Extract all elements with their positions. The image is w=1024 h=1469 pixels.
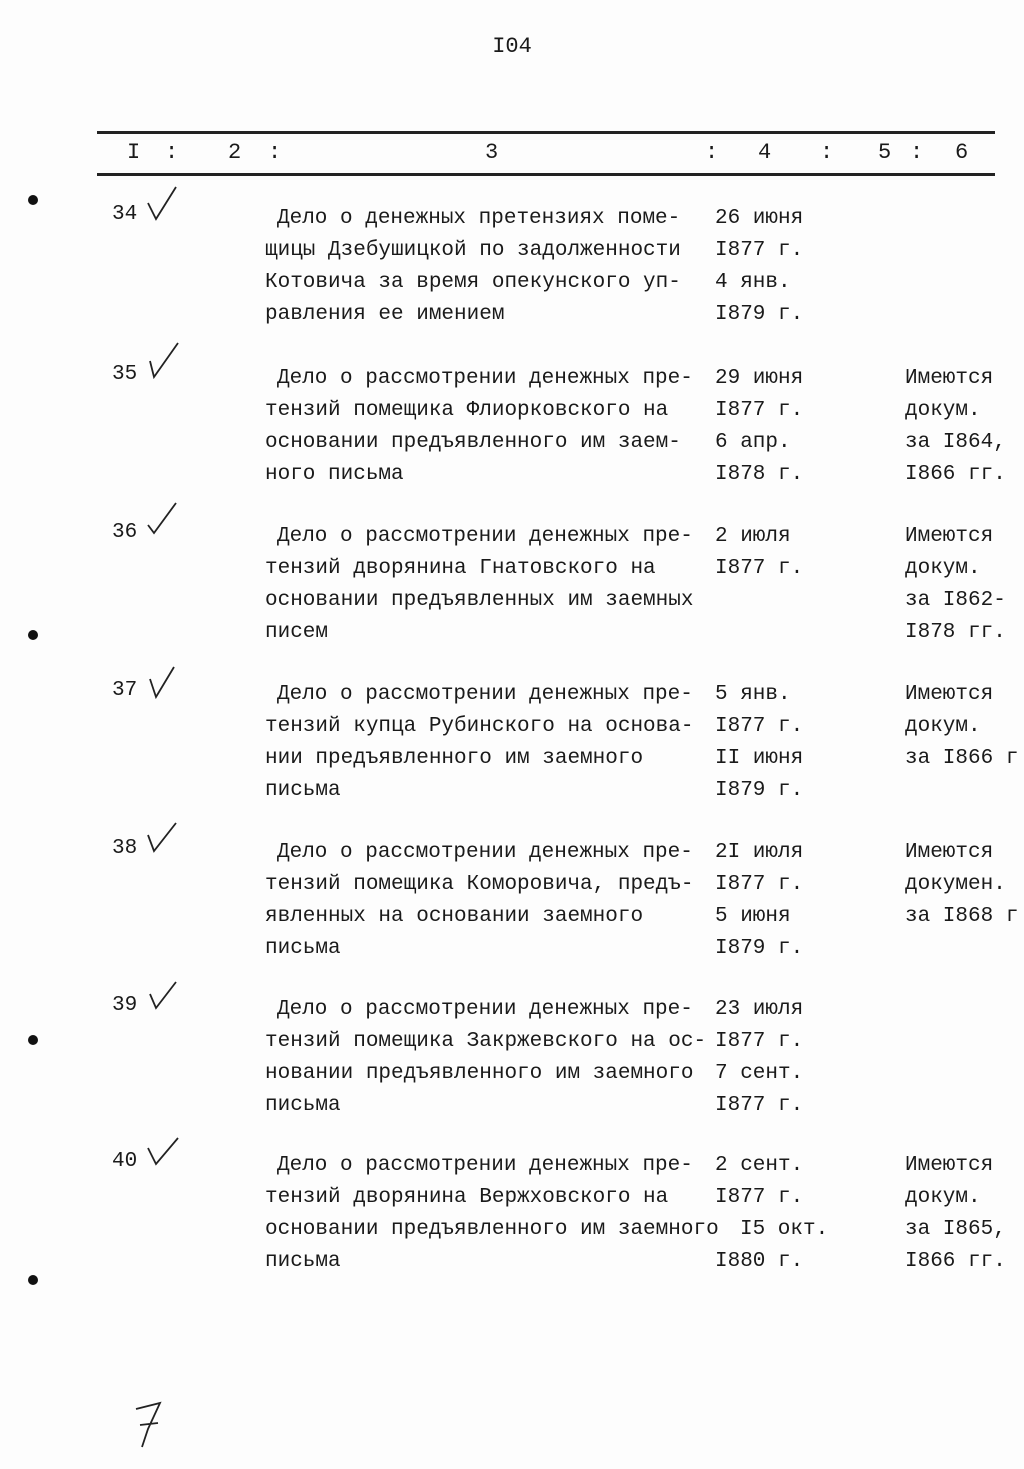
- case-title-line: письма: [265, 1094, 341, 1117]
- date-line: I877 г.: [715, 873, 804, 896]
- case-title: [265, 1150, 719, 1278]
- column-number: 3: [485, 140, 499, 165]
- date-line: I879 г.: [715, 779, 804, 802]
- case-title-line: нии предъявленного им заемного: [265, 747, 644, 770]
- case-title-line: ного письма: [265, 463, 404, 486]
- date-line: I878 г.: [715, 463, 804, 486]
- case-title-line: письма: [265, 779, 341, 802]
- case-number: 40: [112, 1150, 138, 1173]
- case-title-line: Дело о рассмотрении денежных пре-: [277, 998, 693, 1021]
- case-title: [265, 679, 693, 807]
- page-number: I04: [492, 34, 532, 59]
- case-title-line: тензий помещика Коморовича, предъ-: [265, 873, 694, 896]
- case-title-line: основании предъявленных им заемных: [265, 589, 694, 612]
- case-dates: [715, 679, 803, 807]
- note-line: докум.: [905, 399, 981, 422]
- column-number: 6: [955, 140, 969, 165]
- case-title: [265, 837, 693, 965]
- date-line: I879 г.: [715, 937, 804, 960]
- case-title-line: явленных на основании заемного: [265, 905, 644, 928]
- column-separator: :: [910, 140, 924, 165]
- case-title-line: тензий дворянина Гнатовского на: [265, 557, 656, 580]
- header-top-rule: [97, 131, 995, 134]
- note-line: докум.: [905, 557, 981, 580]
- case-title-line: письма: [265, 1250, 341, 1273]
- case-number: 37: [112, 679, 138, 702]
- checkmark-icon: [142, 1128, 182, 1172]
- case-dates: [715, 521, 803, 585]
- checkmark-icon: [142, 341, 182, 385]
- note-line: Имеются: [905, 367, 994, 390]
- case-title-line: основании предъявленного им заемного: [265, 1218, 719, 1241]
- date-line: 23 июля: [715, 998, 804, 1021]
- case-title-line: письма: [265, 937, 341, 960]
- date-line: 5 июня: [715, 905, 791, 928]
- case-title: [265, 203, 681, 331]
- case-title-line: Дело о рассмотрении денежных пре-: [277, 683, 693, 706]
- case-notes: [905, 1150, 1006, 1278]
- note-line: за I865,: [905, 1218, 1006, 1241]
- column-separator: :: [705, 140, 719, 165]
- date-line: I877 г.: [715, 239, 804, 262]
- date-line: I877 г.: [715, 1094, 804, 1117]
- checkmark-icon: [142, 657, 182, 701]
- date-line: 6 апр.: [715, 431, 791, 454]
- date-line: I879 г.: [715, 303, 804, 326]
- punch-hole-mark: [28, 630, 38, 640]
- note-line: Имеются: [905, 525, 994, 548]
- case-title-line: Дело о рассмотрении денежных пре-: [277, 841, 693, 864]
- case-number: 39: [112, 994, 138, 1017]
- column-separator: :: [165, 140, 179, 165]
- date-line: 26 июня: [715, 207, 804, 230]
- column-number: I: [127, 140, 141, 165]
- case-dates: [715, 1150, 828, 1278]
- date-line: 7 сент.: [715, 1062, 804, 1085]
- date-line: I5 окт.: [740, 1218, 829, 1241]
- case-title-line: основании предъявленного им заем-: [265, 431, 681, 454]
- case-title: [265, 994, 706, 1122]
- case-number: 35: [112, 363, 138, 386]
- column-number: 4: [758, 140, 772, 165]
- case-title-line: равления ее имением: [265, 303, 505, 326]
- handwritten-seven: [130, 1395, 170, 1455]
- case-dates: [715, 994, 803, 1122]
- note-line: за I862-: [905, 589, 1006, 612]
- date-line: I877 г.: [715, 1186, 804, 1209]
- note-line: докум.: [905, 715, 981, 738]
- note-line: I866 гг.: [905, 1250, 1006, 1273]
- case-title-line: новании предъявленного им заемного: [265, 1062, 694, 1085]
- case-number: 36: [112, 521, 138, 544]
- case-title-line: Дело о денежных претензиях поме-: [277, 207, 681, 230]
- note-line: Имеются: [905, 1154, 994, 1177]
- checkmark-icon: [142, 815, 182, 859]
- note-line: докум.: [905, 1186, 981, 1209]
- case-title-line: Дело о рассмотрении денежных пре-: [277, 367, 693, 390]
- case-title-line: писем: [265, 621, 329, 644]
- checkmark-icon: [142, 499, 182, 543]
- note-line: Имеются: [905, 683, 994, 706]
- note-line: за I868 г: [905, 905, 1019, 928]
- column-number: 5: [878, 140, 892, 165]
- checkmark-icon: [142, 972, 182, 1016]
- case-title-line: Дело о рассмотрении денежных пре-: [277, 1154, 693, 1177]
- date-line: 29 июня: [715, 367, 804, 390]
- date-line: I877 г.: [715, 557, 804, 580]
- date-line: 5 янв.: [715, 683, 791, 706]
- header-bottom-rule: [97, 173, 995, 176]
- note-line: за I866 г: [905, 747, 1019, 770]
- case-notes: [905, 679, 1018, 775]
- case-title-line: тензий купца Рубинского на основа-: [265, 715, 694, 738]
- case-number: 34: [112, 203, 138, 226]
- case-dates: [715, 363, 803, 491]
- punch-hole-mark: [28, 1275, 38, 1285]
- column-number: 2: [228, 140, 242, 165]
- column-separator: :: [268, 140, 282, 165]
- date-line: I877 г.: [715, 399, 804, 422]
- case-notes: [905, 363, 1006, 491]
- case-title: [265, 363, 693, 491]
- note-line: I866 гг.: [905, 463, 1006, 486]
- checkmark-icon: [142, 181, 182, 225]
- date-line: I877 г.: [715, 715, 804, 738]
- date-line: 2I июля: [715, 841, 804, 864]
- punch-hole-mark: [28, 195, 38, 205]
- case-title-line: тензий помещика Флиорковского на: [265, 399, 669, 422]
- note-line: докумен.: [905, 873, 1006, 896]
- case-notes: [905, 837, 1018, 933]
- case-title-line: Дело о рассмотрении денежных пре-: [277, 525, 693, 548]
- case-title-line: щицы Дзебушицкой по задолженности: [265, 239, 681, 262]
- date-line: II июня: [715, 747, 804, 770]
- date-line: I877 г.: [715, 1030, 804, 1053]
- case-dates: [715, 837, 803, 965]
- note-line: Имеются: [905, 841, 994, 864]
- date-line: 4 янв.: [715, 271, 791, 294]
- case-title: [265, 521, 693, 649]
- note-line: за I864,: [905, 431, 1006, 454]
- date-line: I880 г.: [715, 1250, 804, 1273]
- case-title-line: тензий помещика Закржевского на ос-: [265, 1030, 707, 1053]
- case-dates: [715, 203, 803, 331]
- date-line: 2 июля: [715, 525, 791, 548]
- punch-hole-mark: [28, 1035, 38, 1045]
- case-title-line: тензий дворянина Вержховского на: [265, 1186, 669, 1209]
- date-line: 2 сент.: [715, 1154, 804, 1177]
- case-number: 38: [112, 837, 138, 860]
- column-separator: :: [820, 140, 834, 165]
- note-line: I878 гг.: [905, 621, 1006, 644]
- case-notes: [905, 521, 1006, 649]
- case-title-line: Котовича за время опекунского уп-: [265, 271, 681, 294]
